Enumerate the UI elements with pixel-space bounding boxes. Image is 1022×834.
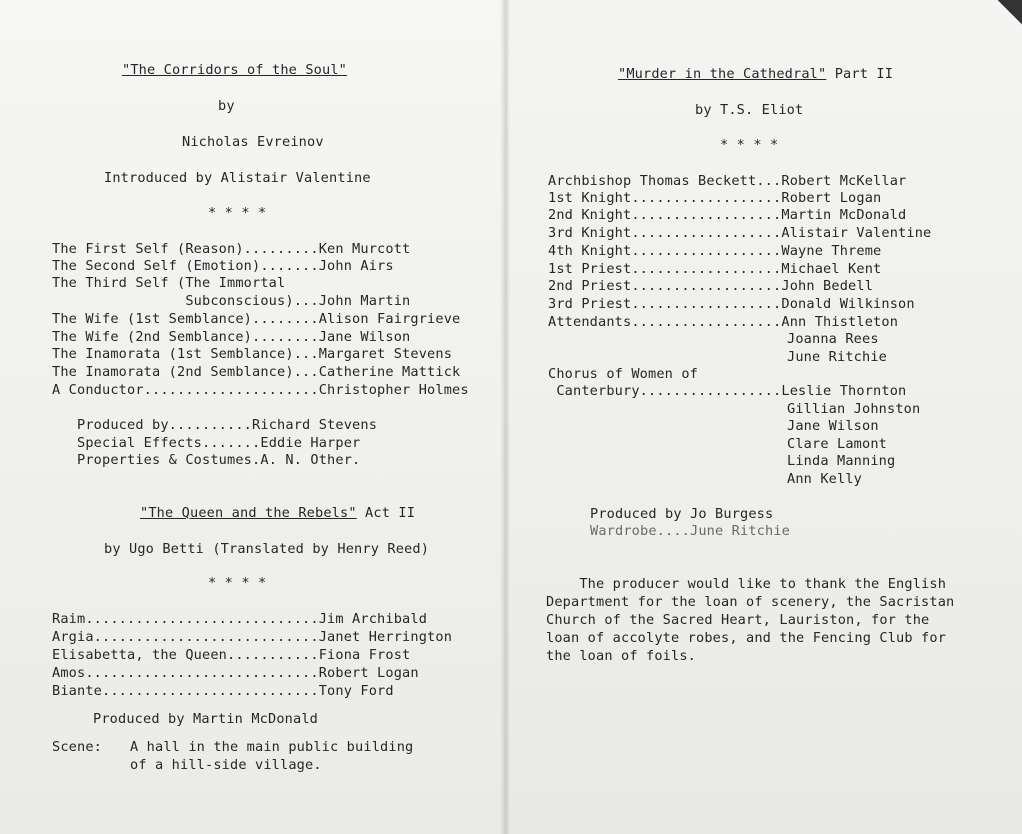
cast-role: Raim............................ — [52, 611, 319, 627]
play2-produced: Produced by Martin McDonald — [93, 711, 319, 727]
play2-by-line: by Ugo Betti (Translated by Henry Reed) — [104, 541, 430, 557]
cast-actor: Michael Kent — [781, 261, 882, 277]
cast-row — [548, 366, 698, 383]
cast-role: 1st Priest.................. — [548, 261, 782, 277]
cast-row — [787, 471, 862, 488]
cast-actor: Ken Murcott — [318, 241, 411, 257]
thanks-line: Church of the Sacred Heart, Lauriston, for the — [546, 612, 930, 628]
cast-role: Chorus of Women of — [548, 366, 699, 382]
cast-role: The Wife (2nd Semblance)........ — [52, 329, 319, 345]
play2-scene-line: of a hill-side village. — [130, 757, 322, 773]
cast-actor: Fiona Frost — [318, 647, 411, 663]
play2-act: Act II — [356, 505, 416, 521]
cast-role: Amos............................ — [52, 665, 319, 681]
cast-actor: Linda Manning — [787, 453, 896, 469]
play1-by: by — [218, 98, 235, 114]
play1-author: Nicholas Evreinov — [182, 134, 324, 150]
cast-actor: Janet Herrington — [318, 629, 453, 645]
cast-row — [548, 314, 898, 331]
play1-title: "The Corridors of the Soul" — [122, 62, 348, 78]
cast-role: Argia........................... — [52, 629, 319, 645]
cast-row — [548, 261, 881, 278]
cast-row — [787, 331, 879, 348]
credit-role: Properties & Costumes. — [77, 452, 261, 468]
cast-row — [787, 401, 920, 418]
cast-role: The Second Self (Emotion)....... — [52, 258, 319, 274]
cast-role: The First Self (Reason)......... — [52, 241, 319, 257]
play3-part: Part II — [826, 66, 894, 82]
cast-actor: Jane Wilson — [318, 329, 411, 345]
cast-row — [52, 364, 460, 381]
cast-actor: Margaret Stevens — [318, 346, 453, 362]
cast-row — [787, 436, 887, 453]
cast-row — [52, 346, 452, 363]
cast-row — [52, 241, 410, 258]
cast-actor: John Airs — [318, 258, 394, 274]
cast-actor: Alistair Valentine — [781, 225, 932, 241]
cast-row — [52, 611, 427, 628]
play3-produced: Produced by Jo Burgess — [590, 506, 774, 522]
page-corner-shadow — [982, 0, 1022, 40]
play2-scene-label: Scene: — [52, 739, 103, 755]
thanks-line: the loan of foils. — [546, 648, 697, 664]
cast-role: 2nd Knight.................. — [548, 207, 782, 223]
cast-actor: Jane Wilson — [787, 418, 879, 434]
cast-role: 3rd Priest.................. — [548, 296, 782, 312]
cast-actor: Robert Logan — [781, 190, 882, 206]
play3-by-line: by T.S. Eliot — [695, 102, 804, 118]
cast-role: The Third Self (The Immortal — [52, 275, 286, 291]
cast-actor: John Martin — [318, 293, 411, 309]
thanks-line: The producer would like to thank the English — [546, 576, 947, 592]
cast-actor: Clare Lamont — [787, 436, 888, 452]
credit-row — [77, 452, 360, 469]
cast-actor: Alison Fairgrieve — [318, 311, 461, 327]
play3-stars: * * * * — [720, 137, 779, 153]
cast-row — [52, 275, 285, 292]
cast-row — [787, 418, 879, 435]
credit-name: Eddie Harper — [260, 435, 361, 451]
left-page — [0, 0, 505, 834]
cast-role: 3rd Knight.................. — [548, 225, 782, 241]
cast-role: The Wife (1st Semblance)........ — [52, 311, 319, 327]
cast-actor: Ann Thistleton — [781, 314, 899, 330]
cast-role: Archbishop Thomas Beckett... — [548, 173, 782, 189]
cast-row — [548, 278, 873, 295]
credit-role: Produced by.......... — [77, 417, 253, 433]
cast-role: A Conductor..................... — [52, 382, 319, 398]
cast-row — [52, 683, 394, 700]
cast-actor: Robert Logan — [318, 665, 419, 681]
cast-actor: Joanna Rees — [787, 331, 879, 347]
credit-name: A. N. Other. — [260, 452, 361, 468]
play2-heading — [140, 505, 415, 522]
cast-row — [548, 225, 931, 242]
cast-row — [787, 453, 895, 470]
cast-role: 4th Knight.................. — [548, 243, 782, 259]
cast-role: 1st Knight.................. — [548, 190, 782, 206]
cast-row — [52, 629, 452, 646]
thanks-line: loan of accolyte robes, and the Fencing Club for — [546, 630, 947, 646]
credit-row — [77, 435, 360, 452]
play3-title: "Murder in the Cathedral" — [618, 66, 827, 82]
cast-role: Biante.......................... — [52, 683, 319, 699]
cast-row — [52, 329, 410, 346]
play2-stars: * * * * — [208, 575, 267, 591]
cast-row — [548, 243, 881, 260]
cast-actor: Tony Ford — [318, 683, 394, 699]
cast-actor: Martin McDonald — [781, 207, 907, 223]
credit-name: Richard Stevens — [252, 417, 378, 433]
cast-actor: John Bedell — [781, 278, 874, 294]
cast-row — [548, 383, 906, 400]
cast-row — [548, 173, 906, 190]
cast-row — [52, 258, 394, 275]
cast-actor: Christopher Holmes — [318, 382, 469, 398]
credit-row — [77, 417, 377, 434]
cast-row — [548, 296, 915, 313]
cast-role: Subconscious)... — [52, 293, 319, 309]
play2-scene-line: A hall in the main public building — [130, 739, 414, 755]
cast-actor: Catherine Mattick — [318, 364, 461, 380]
cast-row — [52, 665, 419, 682]
cast-row — [787, 349, 887, 366]
cast-actor: Ann Kelly — [787, 471, 863, 487]
cast-row — [52, 293, 410, 310]
play1-stars: * * * * — [208, 205, 267, 221]
play1-intro: Introduced by Alistair Valentine — [104, 170, 371, 186]
cast-role: Attendants.................. — [548, 314, 782, 330]
cast-row — [52, 311, 460, 328]
cast-role: 2nd Priest.................. — [548, 278, 782, 294]
page-fold — [500, 0, 510, 834]
cast-role: The Inamorata (2nd Semblance)... — [52, 364, 319, 380]
play3-heading — [618, 66, 893, 83]
cast-row — [548, 207, 906, 224]
cast-actor: Jim Archibald — [318, 611, 428, 627]
cast-actor: June Ritchie — [787, 349, 888, 365]
cast-actor: Robert McKellar — [781, 173, 907, 189]
play3-wardrobe: Wardrobe....June Ritchie — [590, 523, 791, 539]
cast-role: Canterbury................. — [548, 383, 782, 399]
cast-row — [52, 647, 410, 664]
thanks-line: Department for the loan of scenery, the Sacristan — [546, 594, 955, 610]
cast-row — [52, 382, 469, 399]
cast-role: The Inamorata (1st Semblance)... — [52, 346, 319, 362]
cast-actor: Gillian Johnston — [787, 401, 921, 417]
play2-title: "The Queen and the Rebels" — [140, 505, 357, 521]
right-page — [505, 0, 1022, 834]
cast-row — [548, 190, 881, 207]
credit-role: Special Effects....... — [77, 435, 261, 451]
cast-actor: Donald Wilkinson — [781, 296, 915, 312]
cast-actor: Wayne Threme — [781, 243, 882, 259]
cast-role: Elisabetta, the Queen........... — [52, 647, 319, 663]
cast-actor: Leslie Thornton — [781, 383, 907, 399]
